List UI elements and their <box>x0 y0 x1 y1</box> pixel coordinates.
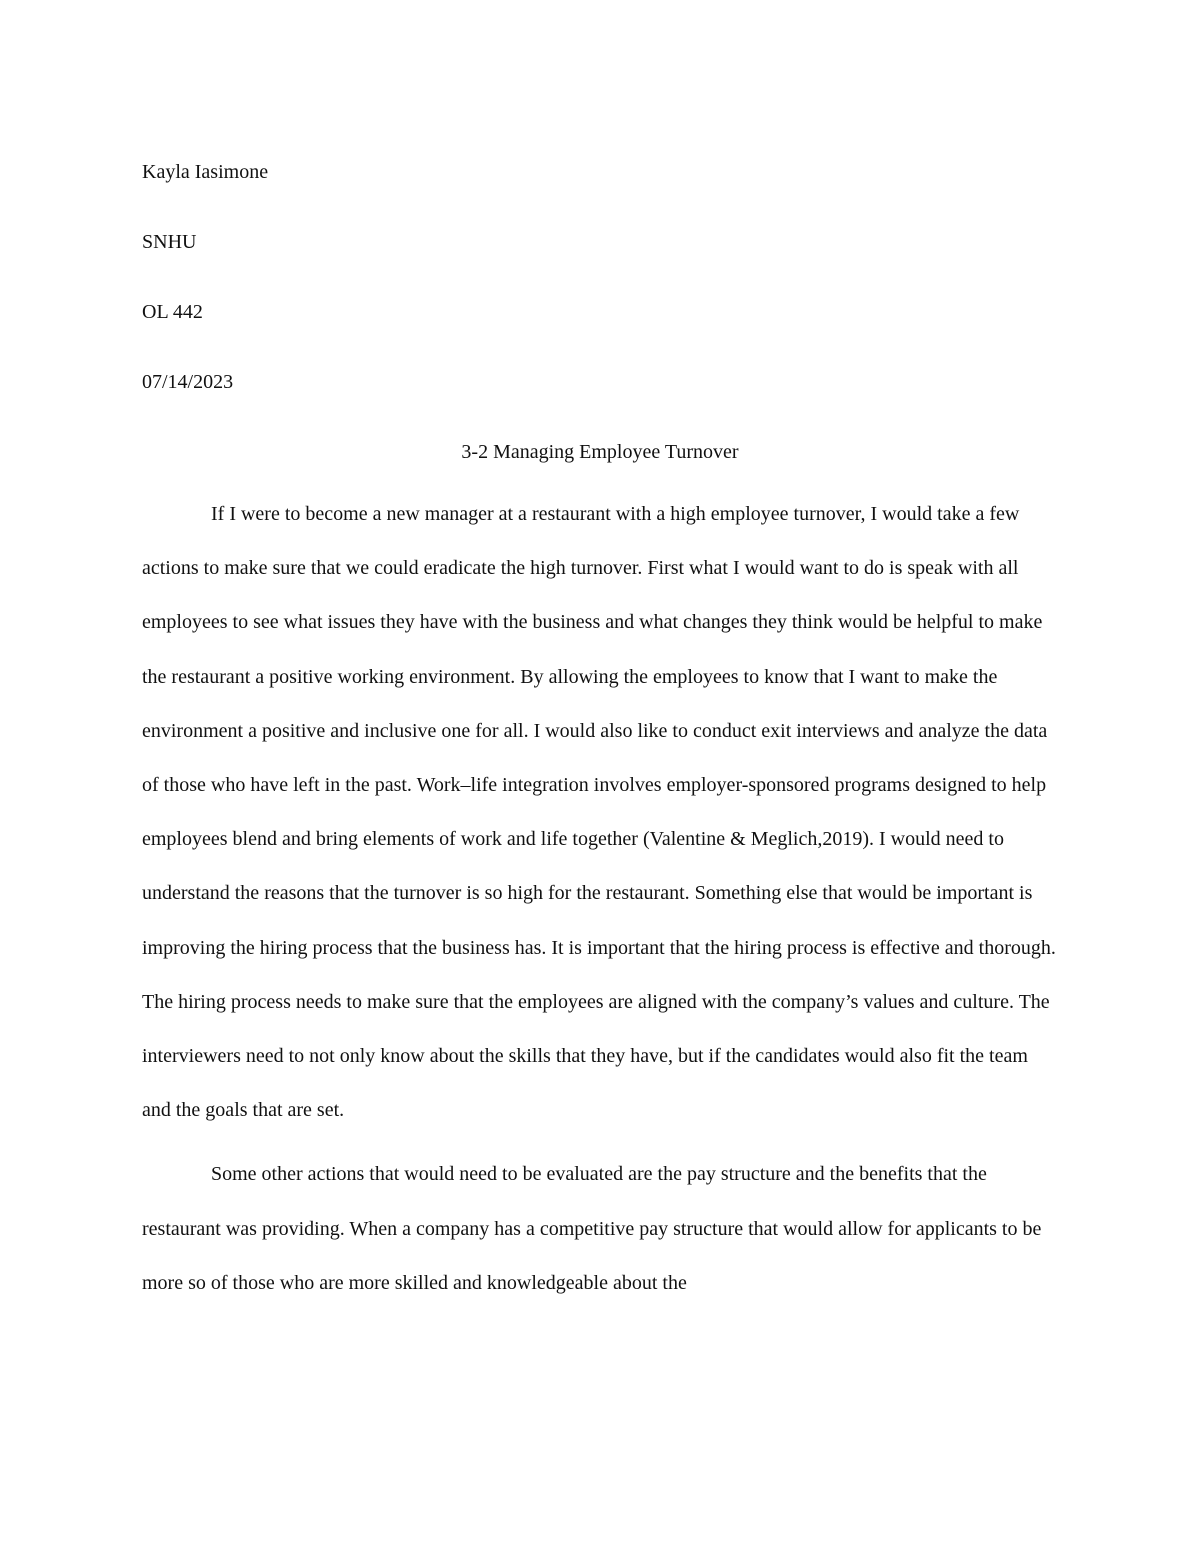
author-name: Kayla Iasimone <box>142 161 269 183</box>
institution: SNHU <box>142 231 197 253</box>
document-body <box>142 137 1058 1310</box>
course-code: OL 442 <box>142 301 203 323</box>
submission-date: 07/14/2023 <box>142 371 234 393</box>
body-paragraph: Some other actions that would need to be evaluated are the pay structure and the benefits that the restaurant was providing. When a company has a competitive pay structure that would allow for applicants to be more so of those who are more skilled and knowledgeable about the <box>142 1163 1042 1294</box>
document-title: 3-2 Managing Employee Turnover <box>461 441 739 463</box>
body-paragraph: If I were to become a new manager at a restaurant with a high employee turnover, I would take a few actions to make sure that we could eradicate the high turnover. First what I would want to do is speak with all employees to see what issues they have with the business and what changes they think would be helpful to make the restaurant a positive working environment. By allowing the employees to know that I want to make the environment a positive and inclusive one for all. I would also like to conduct exit interviews and analyze the data of those who have left in the past. Work–life integration involves employer-sponsored programs designed to help employees blend and bring elements of work and life together (Valentine & Meglich,2019). I would need to understand the reasons that the turnover is so high for the restaurant. Something else that would be important is improving the hiring process that the business has. It is important that the hiring process is effective and thorough. The hiring process needs to make sure that the employees are aligned with the company’s values and culture. The interviewers need to not only know about the skills that they have, but if the candidates would also fit the team and the goals that are set. <box>142 503 1056 1122</box>
